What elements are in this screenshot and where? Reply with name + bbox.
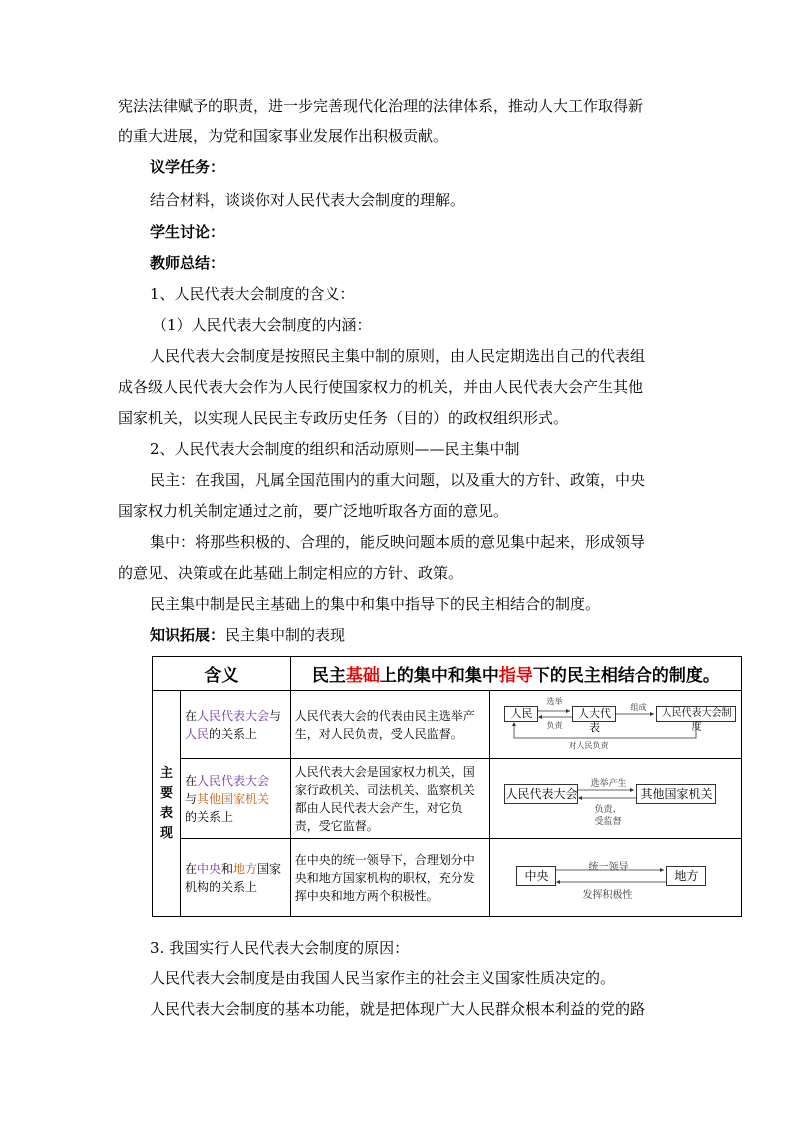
- node-local: 地方: [666, 866, 706, 886]
- extension-heading: [150, 625, 345, 645]
- label-elect-produce: 选举产生: [590, 778, 627, 789]
- discussion-heading: 学生讨论：: [150, 223, 226, 241]
- description-cell: 人民代表大会的代表由民主选举产生，对人民负责，受人民监督。: [290, 691, 490, 759]
- section-3: 3. 我国实行人民代表大会制度的原因：: [150, 939, 410, 957]
- task-text: 结合材料，谈谈你对人民代表大会制度的理解。: [150, 191, 466, 209]
- task-heading: 议学任务：: [150, 158, 226, 176]
- description-cell: 人民代表大会是国家权力机关，国家行政机关、司法机关、监察机关都由人民代表大会产生，对它负责，受它监督。: [290, 759, 490, 839]
- paragraph-line: 人民代表大会制度的基本功能，就是把体现广大人民群众根本利益的党的路: [150, 1000, 646, 1018]
- paragraph-line: 的意见、决策或在此基础上制定相应的方针、政策。: [118, 564, 464, 582]
- label-responsible: 负责: [546, 720, 563, 730]
- section-1: 1、人民代表大会制度的含义：: [150, 285, 355, 303]
- paragraph-line: 人民代表大会制度是按照民主集中制的原则，由人民定期选出自己的代表组: [150, 347, 646, 365]
- section-2: 2、人民代表大会制度的组织和活动原则——民主集中制: [150, 440, 520, 458]
- diagram-arrows: [490, 692, 742, 758]
- node-central: 中央: [516, 866, 556, 886]
- extension-title: 民主集中制的表现: [225, 626, 346, 644]
- side-label: 主要表现: [153, 691, 181, 917]
- header-meaning: 含义: [153, 657, 291, 691]
- label-compose: 组成: [630, 702, 647, 712]
- node-deputies: 人大代表: [572, 706, 616, 722]
- diagram-cell: [490, 759, 742, 839]
- node-people: 人民: [504, 706, 538, 722]
- paragraph-line: 成各级人民代表大会作为人民行使国家权力的机关，并由人民代表大会产生其他: [118, 378, 644, 396]
- node-other-organs: 其他国家机关: [636, 784, 716, 804]
- extension-label: 知识拓展：: [150, 626, 226, 644]
- label-unified-leadership: 统一领导: [588, 861, 629, 873]
- paragraph-line: 国家权力机关制定通过之前，要广泛地听取各方面的意见。: [118, 502, 509, 520]
- paragraph-line: 宪法法律赋予的职责，进一步完善现代化治理的法律体系，推动人大工作取得新: [118, 97, 644, 115]
- description-cell: 在中央的统一领导下，合理划分中央和地方国家机构的职权，充分发挥中央和地方两个积极性。: [290, 839, 490, 917]
- diagram-central-local: [490, 840, 741, 916]
- node-npc-system: 人民代表大会制度: [656, 706, 736, 722]
- diagram-people: [490, 692, 741, 758]
- paragraph-line: 的重大进展，为党和国家事业发展作出积极贡献。: [118, 127, 449, 145]
- relation-cell: 在人民代表大会与人民的关系上: [180, 691, 290, 759]
- relation-cell: 在中央和地方国家机构的关系上: [180, 839, 290, 917]
- label-elect: 选举: [546, 696, 563, 706]
- section-1-1: （1）人民代表大会制度的内涵：: [152, 316, 372, 334]
- paragraph-line: 人民代表大会制度是由我国人民当家作主的社会主义国家性质决定的。: [150, 969, 616, 987]
- paragraph-line: 国家机关，以实现人民民主专政历史任务（目的）的政权组织形式。: [118, 409, 569, 427]
- paragraph-line: 集中：将那些积极的、合理的，能反映问题本质的意见集中起来，形成领导: [150, 533, 646, 551]
- label-supervised: 受监督: [594, 816, 622, 827]
- paragraph-line: 民主：在我国，凡属全国范围内的重大问题，以及重大的方针、政策，中央: [150, 471, 646, 489]
- label-initiative: 发挥积极性: [582, 889, 633, 901]
- knowledge-table: [152, 656, 742, 917]
- label-responsible-people: 对人民负责: [568, 740, 609, 750]
- node-npc: 人民代表大会: [504, 784, 578, 804]
- diagram-cell: [490, 691, 742, 759]
- diagram-arrows: [490, 840, 742, 916]
- header-definition: 民主基础上的集中和集中指导下的民主相结合的制度。: [290, 657, 741, 691]
- diagram-organs: [490, 760, 741, 838]
- diagram-cell: [490, 839, 742, 917]
- relation-cell: 在人民代表大会 与其他国家机关 的关系上: [180, 759, 290, 839]
- label-responsible: 负责、: [594, 804, 622, 815]
- paragraph-line: 民主集中制是民主基础上的集中和集中指导下的民主相结合的制度。: [150, 595, 601, 613]
- summary-heading: 教师总结：: [150, 254, 226, 272]
